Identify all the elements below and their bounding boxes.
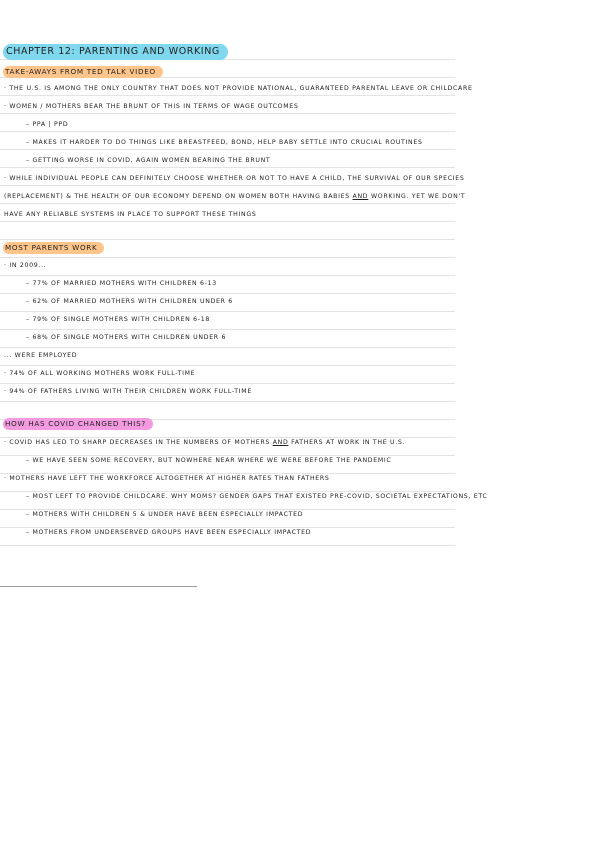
ruled-line <box>0 365 455 366</box>
note-line: · 94% OF FATHERS LIVING WITH THEIR CHILDREN WORK FULL-TIME <box>4 388 252 395</box>
note-text: · COVID HAS LED TO SHARP DECREASES IN THE NUMBERS OF MOTHERS <box>4 439 271 446</box>
stat-line: – 77% OF MARRIED MOTHERS WITH CHILDREN 6-13 <box>26 280 217 287</box>
ruled-line <box>0 329 455 330</box>
ruled-line <box>0 203 455 204</box>
page-title: CHAPTER 12: PARENTING AND WORKING <box>3 44 228 60</box>
note-text: WORKING. YET WE DON'T <box>370 193 466 200</box>
ruled-line <box>0 95 455 96</box>
note-subline: – MAKES IT HARDER TO DO THINGS LIKE BREASTFEED, BOND, HELP BABY SETTLE INTO CRUCIAL ROUTINES <box>26 139 423 146</box>
note-line: · IN 2009... <box>4 262 47 269</box>
ruled-line <box>0 401 455 402</box>
ruled-line <box>0 275 455 276</box>
note-line: · MOTHERS HAVE LEFT THE WORKFORCE ALTOGETHER AT HIGHER RATES THAN FATHERS <box>4 475 330 482</box>
section-heading-covid: HOW HAS COVID CHANGED THIS? <box>3 418 153 430</box>
note-text: FATHERS AT WORK IN THE U.S. <box>291 439 406 446</box>
ruled-line <box>0 131 455 132</box>
ruled-line <box>0 311 455 312</box>
ruled-line <box>0 545 455 546</box>
underlined-word: AND <box>352 193 369 200</box>
ruled-line <box>0 149 455 150</box>
note-subline: – MOST LEFT TO PROVIDE CHILDCARE. WHY MOMS? GENDER GAPS THAT EXISTED PRE-COVID, SOCIETAL EXPECTATIONS, ETC <box>26 493 488 500</box>
stat-line: – 79% OF SINGLE MOTHERS WITH CHILDREN 6-18 <box>26 316 211 323</box>
note-subline: – PPA | PPD <box>26 121 69 128</box>
note-line: · THE U.S. IS AMONG THE ONLY COUNTRY THAT DOES NOT PROVIDE NATIONAL, GUARANTEED PARENTAL LEAVE OR CHILDCARE <box>4 85 473 92</box>
footnote-divider <box>0 586 197 587</box>
stat-line: – 62% OF MARRIED MOTHERS WITH CHILDREN UNDER 6 <box>26 298 233 305</box>
ruled-line <box>0 257 455 258</box>
note-subline: – MOTHERS FROM UNDERSERVED GROUPS HAVE BEEN ESPECIALLY IMPACTED <box>26 529 312 536</box>
note-line: ... WERE EMPLOYED <box>4 352 78 359</box>
note-subline: – MOTHERS WITH CHILDREN 5 & UNDER HAVE BEEN ESPECIALLY IMPACTED <box>26 511 304 518</box>
ruled-line <box>0 185 455 186</box>
note-line: · 74% OF ALL WORKING MOTHERS WORK FULL-TIME <box>4 370 196 377</box>
note-text: (REPLACEMENT) & THE HEALTH OF OUR ECONOMY DEPEND ON WOMEN BOTH HAVING BABIES <box>4 193 350 200</box>
note-subline: – GETTING WORSE IN COVID, AGAIN WOMEN BEARING THE BRUNT <box>26 157 271 164</box>
note-line: · WHILE INDIVIDUAL PEOPLE CAN DEFINITELY CHOOSE WHETHER OR NOT TO HAVE A CHILD, THE SURVIVAL OF OUR SPECIES <box>4 175 465 182</box>
underlined-word: AND <box>272 439 289 446</box>
stat-line: – 68% OF SINGLE MOTHERS WITH CHILDREN UNDER 6 <box>26 334 227 341</box>
section-heading-most-parents-work: MOST PARENTS WORK <box>3 242 104 254</box>
ruled-line <box>0 347 455 348</box>
ruled-line <box>0 383 455 384</box>
ruled-line <box>0 113 455 114</box>
section-heading-ted-talk: TAKE-AWAYS FROM TED TALK VIDEO <box>3 66 163 78</box>
note-subline: – WE HAVE SEEN SOME RECOVERY, BUT NOWHERE NEAR WHERE WE WERE BEFORE THE PANDEMIC <box>26 457 392 464</box>
ruled-line <box>0 239 455 240</box>
ruled-line <box>0 167 455 168</box>
note-line-continuation: HAVE ANY RELIABLE SYSTEMS IN PLACE TO SUPPORT THESE THINGS <box>4 211 257 218</box>
note-line <box>4 438 405 448</box>
ruled-line <box>0 293 455 294</box>
note-line: · WOMEN / MOTHERS BEAR THE BRUNT OF THIS IN TERMS OF WAGE OUTCOMES <box>4 103 299 110</box>
ruled-line <box>0 221 455 222</box>
note-line-continuation <box>4 192 465 202</box>
